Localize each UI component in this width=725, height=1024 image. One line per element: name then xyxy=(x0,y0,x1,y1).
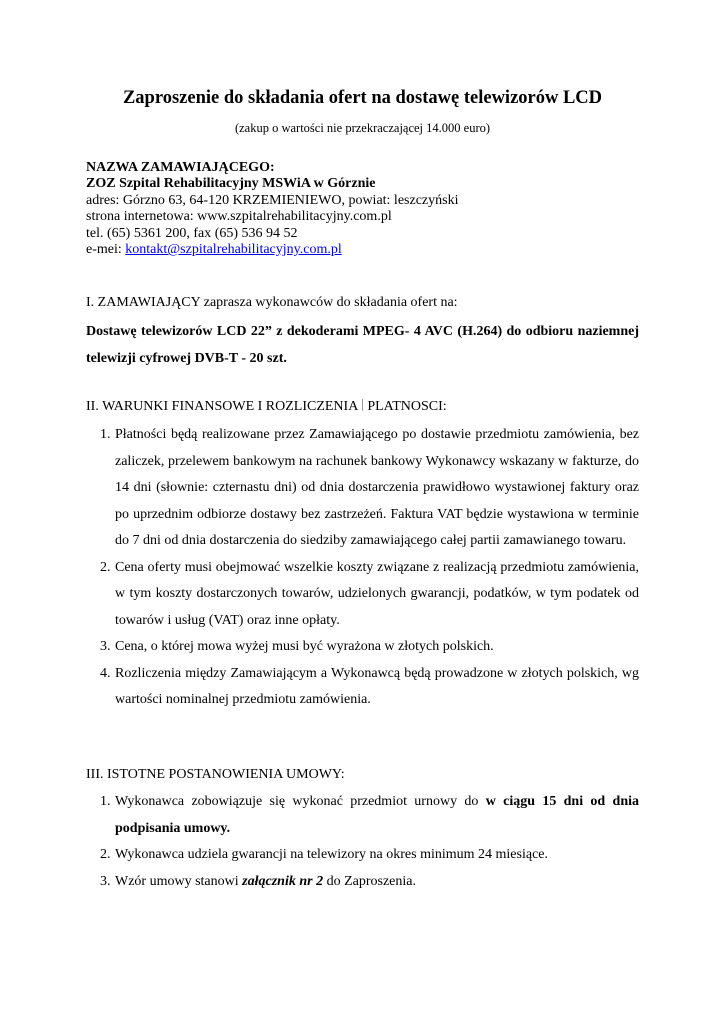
list-text-bold: w ciągu 15 dni od dnia podpisania umowy. xyxy=(115,794,639,836)
section-1-subject: Dostawę telewizorów LCD 22” z dekoderami MPEG- 4 AVC (H.264) do odbioru naziemnej telewizji cyfrowej DVB-T - 20 szt. xyxy=(86,324,639,366)
list-number: 2. xyxy=(100,847,111,862)
list-number: 3. xyxy=(100,639,111,654)
list-number: 1. xyxy=(100,794,111,809)
section-1 xyxy=(86,292,639,372)
list-text: Wzór umowy stanowi xyxy=(115,873,243,889)
list-item xyxy=(86,634,639,661)
contact-heading: NAZWA ZAMAWIAJĄCEGO: xyxy=(86,160,275,175)
list-text: Cena oferty musi obejmować wszelkie koszty związane z realizacją przedmiotu zamówienia, w tym koszty dostarczonych towarów, udzielonych gwarancji, podatków, w tym podatek od towarów i usług (VAT) oraz inne opłaty. xyxy=(115,559,639,628)
section-2-list xyxy=(86,422,639,714)
list-item xyxy=(86,869,639,896)
list-text: Rozliczenia między Zamawiającym a Wykonawcą będą prowadzone w złotych polskich, wg wartości nominalnej przedmiotu zamówienia. xyxy=(115,665,639,707)
list-number: 2. xyxy=(100,559,111,575)
list-text: Wykonawca udziela gwarancji na telewizory na okres minimum 24 miesiące. xyxy=(115,847,548,862)
list-text: Płatności będą realizowane przez Zamawiającego po dostawie przedmiotu zamówienia, bez zaliczek, przelewem bankowym na rachunek bankowy Wykonawcy wskazany w fakturze, do 14 dni (słownie: czternastu dni) od dnia dostarczenia prawidłowo wystawionej faktury oraz po uprzednim odbiorze dostawy bez zastrzeżeń. Faktura VAT będzie wystawiona w terminie do 7 dni od dnia dostarczenia do siedziby zamawiającego całej partii zamawianego towaru. xyxy=(115,427,639,548)
list-text: Wykonawca zobowiązuje się wykonać przedmiot urnowy do xyxy=(115,794,486,809)
email-label: e-mei: xyxy=(86,242,126,258)
list-number: 3. xyxy=(100,873,111,889)
list-item xyxy=(86,842,639,869)
list-number: 1. xyxy=(100,427,111,442)
section-2-heading xyxy=(86,398,646,416)
authority-name: ZOZ Szpital Rehabilitacyjny MSWiA w Górznie xyxy=(86,176,376,192)
section-3-heading: III. ISTOTNE POSTANOWIENIA UMOWY: xyxy=(86,767,345,782)
list-item xyxy=(86,555,639,635)
section-2-heading-part2: PLATNOSCI: xyxy=(367,399,447,414)
authority-phone: tel. (65) 5361 200, fax (65) 536 94 52 xyxy=(86,225,298,241)
list-item xyxy=(86,789,639,842)
list-text-end: do Zaproszenia. xyxy=(323,873,416,889)
section-3-list xyxy=(86,789,639,895)
authority-website: strona internetowa: www.szpitalrehabilitacyjny.com.pl xyxy=(86,209,392,225)
list-item xyxy=(86,422,639,555)
list-item xyxy=(86,661,639,714)
document-subtitle: (zakup o wartości nie przekraczającej 14.000 euro) xyxy=(234,121,491,135)
authority-address: adres: Górzno 63, 64-120 KRZEMIENIEWO, powiat: leszczyński xyxy=(86,192,459,208)
list-text: Cena, o której mowa wyżej musi być wyrażona w złotych polskich. xyxy=(115,639,494,654)
separator-mark xyxy=(362,399,363,411)
list-number: 4. xyxy=(100,665,111,681)
email-link[interactable]: kontakt@szpitalrehabilitacyjny.com.pl xyxy=(125,242,342,258)
section-1-heading: I. ZAMAWIAJĄCY zaprasza wykonawców do składania ofert na: xyxy=(86,295,458,310)
section-2-heading-part1: II. WARUNKI FINANSOWE I ROZLICZENIA xyxy=(86,399,359,414)
authority-email-line xyxy=(86,242,646,258)
contracting-authority-block xyxy=(86,160,646,258)
attachment-reference: załącznik nr 2 xyxy=(242,873,324,889)
document-title: Zaproszenie do składania ofert na dostawę telewizorów LCD xyxy=(122,88,603,108)
